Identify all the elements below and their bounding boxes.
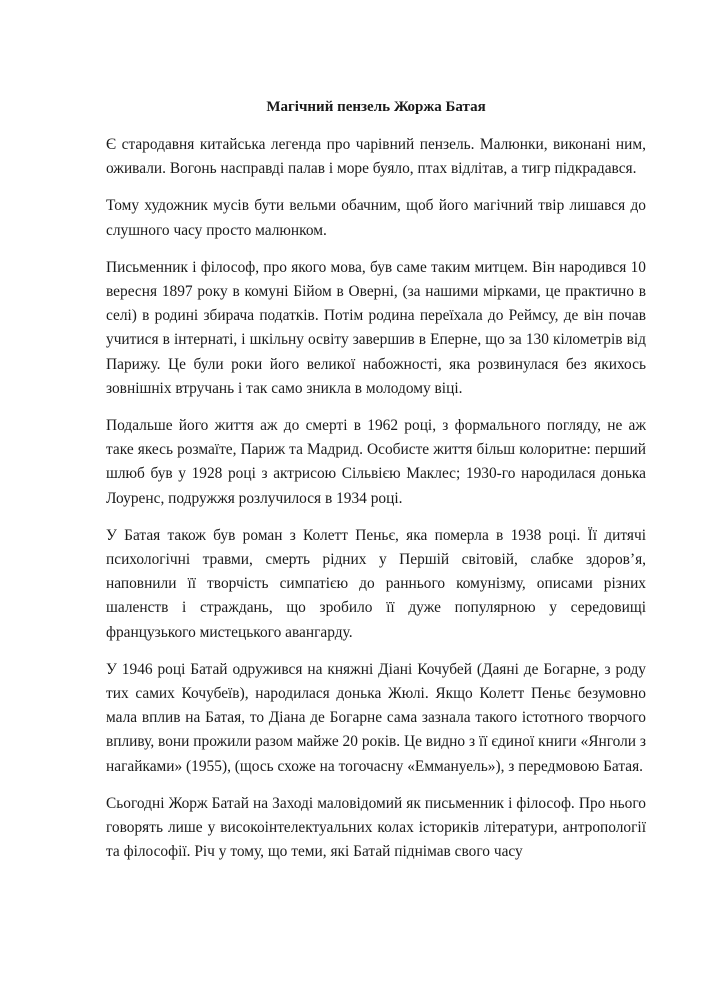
paragraph-colette-peignot: У Батая також був роман з Колетт Пеньє, яка померла в 1938 році. Її дитячі психологічні травми, смерть рідних у Першій світовій, слабке здоров’я, наповнили її творчість симпатією до раннього комунізму, описами різних шаленств і страждань, що зробило її дуже популярною у середовищі французького мистецького авангарду. bbox=[106, 526, 646, 641]
paragraph-caution: Тому художник мусів бути вельми обачним, щоб його магічний твір лишався до слушного часу просто малюнком. bbox=[106, 197, 646, 239]
paragraph-biography: Письменник і філософ, про якого мова, був саме таким митцем. Він народився 10 вересня 1897 року в комуні Бійом в Оверні, (за нашими мірками, це практично в селі) в родині збирача податків. Потім родина переїхала до Реймсу, де він почав учитися в інтернаті, і шкільну освіту завершив в Еперне, що за 130 кілометрів від Парижу. Це були роки його великої набожності, яка розвинулася без якихось зовнішніх втручань і так само зникла в молодому віці. bbox=[106, 258, 646, 397]
paragraph-diane-kochubey: У 1946 році Батай одружився на княжні Діані Кочубей (Даяні де Богарне, з роду тих самих Кочубеїв), народилася донька Жюлі. Якщо Колетт Пеньє безумовно мала вплив на Батая, то Діана де Богарне сама зазнала такого істотного творчого впливу, вони прожили разом майже 20 років. Це видно з її єдиної книги «Янголи з нагайками» (1955), (щось схоже на тогочасну «Еммануель»), з передмовою Батая. bbox=[106, 660, 646, 775]
paragraph-legend: Є стародавня китайська легенда про чарівний пензель. Малюнки, виконані ним, оживали. Вогонь насправді палав і море буяло, птах відлітав, а тигр підкрадався. bbox=[106, 136, 646, 178]
document-title: Магічний пензель Жоржа Батая bbox=[266, 99, 486, 115]
paragraph-later-life: Подальше його життя аж до смерті в 1962 році, з формального погляду, не аж таке якесь розмаїте, Париж та Мадрид. Особисте життя більш колоритне: перший шлюб був у 1928 році з актрисою Сільвією Маклес; 1930-го народилася донька Лоуренс, подружжя розлучилося в 1934 році. bbox=[106, 417, 646, 507]
paragraph-today: Сьогодні Жорж Батай на Заході маловідомий як письменник і філософ. Про нього говорять лише у високоінтелектуальних колах істориків літератури, антропології та філософії. Річ у тому, що теми, які Батай піднімав свого часу bbox=[106, 794, 646, 861]
